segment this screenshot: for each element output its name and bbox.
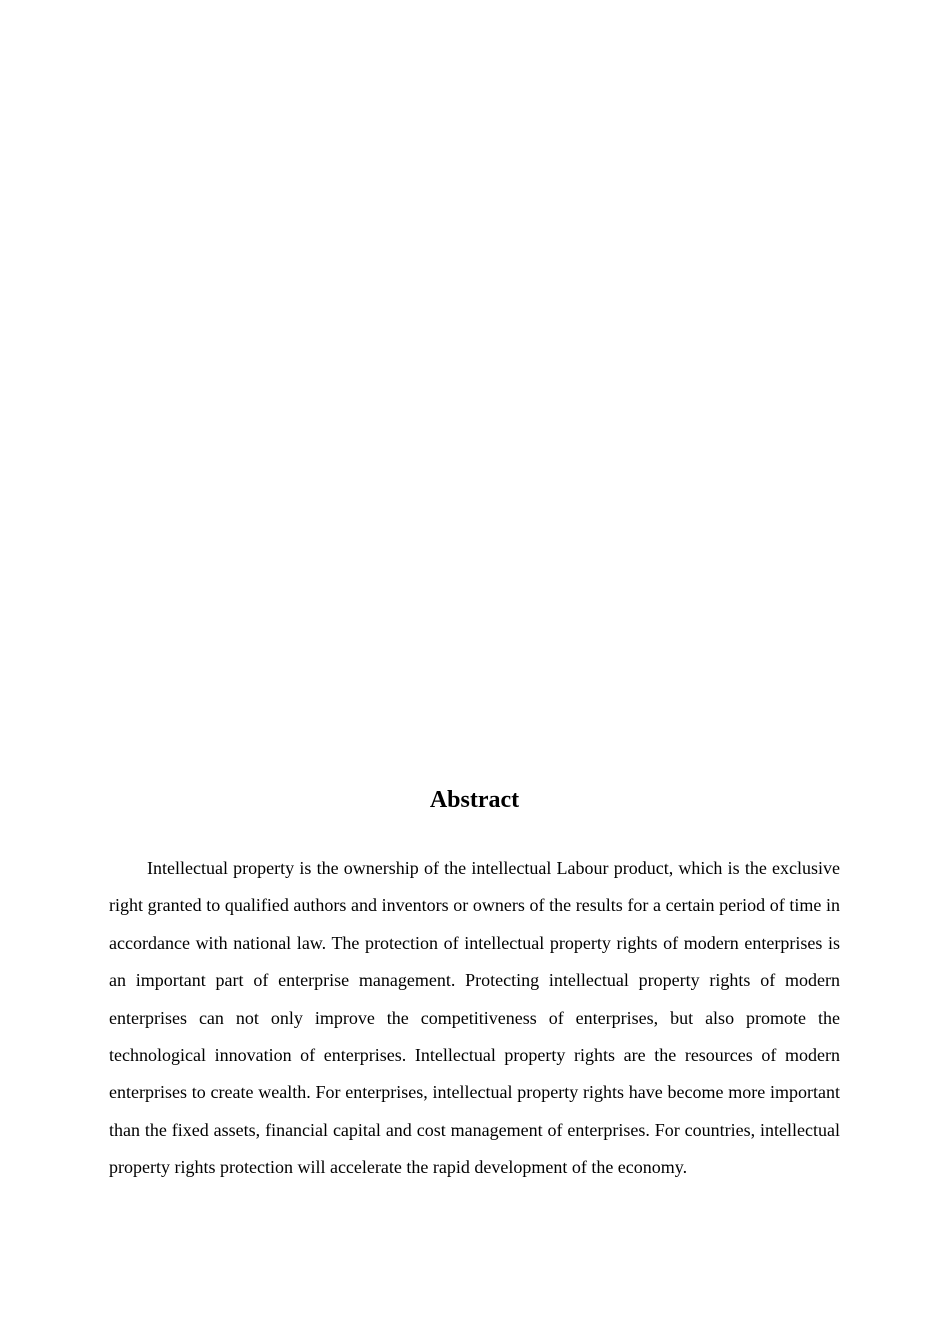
abstract-body: Intellectual property is the ownership of the intellectual Labour product, which is the exclusive right granted to qualified authors and inventors or owners of the results for a certain period of time in accordance with national law. The protection of intellectual property rights of modern enterprises is an important part of enterprise management. Protecting intellectual property rights of modern enterprises can not only improve the competitiveness of enterprises, but also promote the technological innovation of enterprises. Intellectual property rights are the resources of modern enterprises to create wealth. For enterprises, intellectual property rights have become more important than the fixed assets, financial capital and cost management of enterprises. For countries, intellectual property rights protection will accelerate the rapid development of the economy.	[109, 858, 840, 1178]
abstract-section	[109, 784, 840, 1187]
abstract-title: Abstract	[429, 787, 520, 813]
